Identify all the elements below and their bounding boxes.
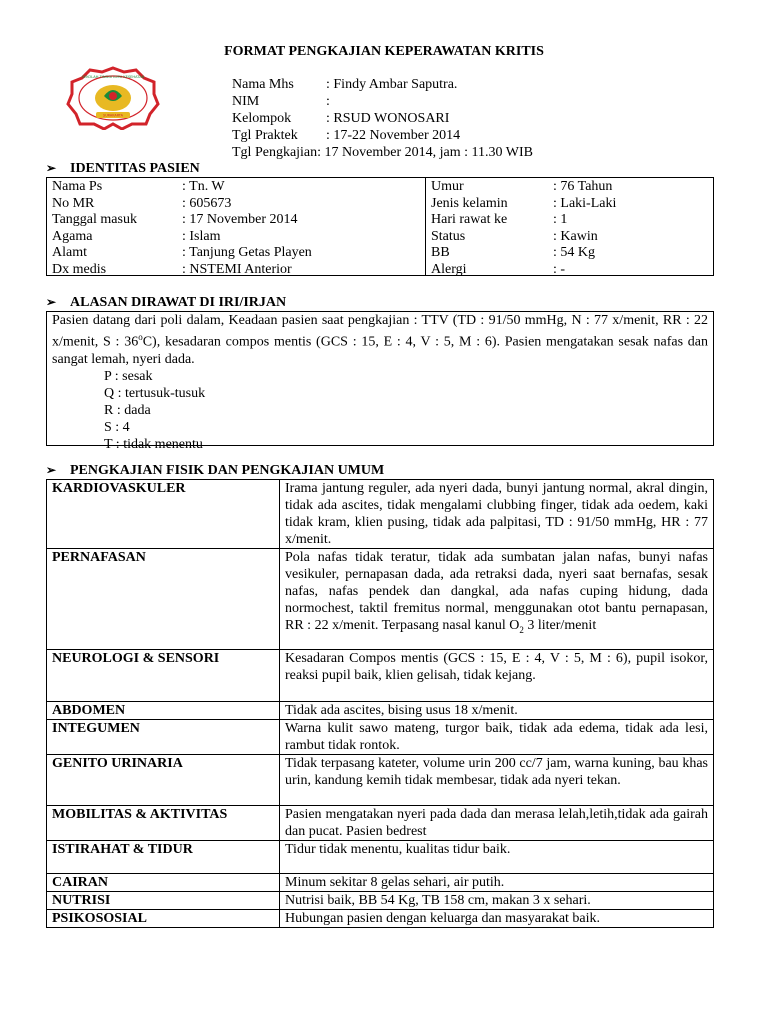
info-label: Tgl Praktek	[232, 128, 298, 143]
category-cell: NUTRISI	[47, 892, 280, 910]
alasan-text: Pasien datang dari poli dalam, Keadaan pasien saat pengkajian : TTV (TD : 91/50 mmHg, N : 77 x/menit, RR : 22 x/menit, S : 36	[52, 313, 708, 350]
identitas-right-labels	[431, 178, 508, 275]
field-label: Alamt	[52, 245, 87, 260]
field-value: : Laki-Laki	[553, 195, 617, 211]
arrow-bullet-icon: ➢	[46, 161, 57, 175]
pqrst-item: S : 4	[104, 419, 130, 435]
alasan-box	[46, 311, 714, 452]
description-cell: Warna kulit sawo mateng, turgor baik, tidak ada edema, tidak ada lesi, rambut tidak rontok.	[280, 720, 714, 755]
field-label: Umur	[431, 179, 464, 194]
field-label: Dx medis	[52, 261, 107, 277]
pqrst-item: T : tidak menentu	[104, 436, 203, 452]
info-value: : 17-22 November 2014	[326, 128, 461, 143]
section-heading: PENGKAJIAN FISIK DAN PENGKAJIAN UMUM	[70, 463, 385, 478]
description-cell: Tidak ada ascites, bising usus 18 x/menit.	[280, 702, 714, 720]
description-cell: Irama jantung reguler, ada nyeri dada, bunyi jantung normal, akral dingin, tidak ada ascites, tidak mengalami clubbing finger, tidak ada oedem, kaki tidak kram, klien pusing, tidak ada palpitasi, TD : 91/50 mmHg, HR : 77 x/menit.	[280, 480, 714, 549]
field-label: Tanggal masuk	[52, 212, 137, 227]
field-value: : 76 Tahun	[553, 179, 613, 194]
field-value: : -	[553, 261, 566, 277]
section-fisik	[46, 462, 384, 479]
category-cell: CAIRAN	[47, 874, 280, 892]
table-row	[47, 910, 714, 928]
description-text: Pola nafas tidak teratur, tidak ada sumbatan jalan nafas, bunyi nafas vesikuler, pernapasan dada, ada retraksi dada, nyeri saat bernafas, sesak nafas, nafas pendek dan dangkal, ada nafas cuping hidung, dada normochest, taktil fremitus normal, menggunakan otot bantu pernapasan, RR : 22 x/menit. Terpasang nasal kanul O	[285, 550, 708, 633]
category-cell: ABDOMEN	[47, 702, 280, 720]
description-cell: Minum sekitar 8 gelas sehari, air putih.	[280, 874, 714, 892]
field-value: : 54 Kg	[553, 245, 595, 260]
field-value: : 1	[553, 212, 568, 227]
info-value: :	[326, 94, 330, 109]
category-cell: PERNAFASAN	[47, 549, 280, 650]
table-row	[47, 874, 714, 892]
identitas-right-values	[553, 178, 616, 275]
page-title: FORMAT PENGKAJIAN KEPERAWATAN KRITIS	[224, 44, 544, 59]
info-label: NIM	[232, 94, 260, 109]
description-cell: Hubungan pasien dengan keluarga dan masyarakat baik.	[280, 910, 714, 928]
field-value: : Islam	[182, 228, 221, 244]
description-cell: Kesadaran Compos mentis (GCS : 15, E : 4, V : 5, M : 6), pupil isokor, reaksi pupil baik, klien gelisah, tidak kejang.	[280, 650, 714, 702]
field-label: Jenis kelamin	[431, 195, 508, 211]
category-cell: MOBILITAS & AKTIVITAS	[47, 806, 280, 841]
table-divider	[425, 178, 426, 275]
field-label: Status	[431, 228, 466, 244]
field-value: : NSTEMI Anterior	[182, 261, 292, 277]
identitas-left-labels	[52, 178, 137, 275]
info-label: Kelompok	[232, 111, 292, 126]
category-cell: KARDIOVASKULER	[47, 480, 280, 549]
svg-text:SURAKARTA: SURAKARTA	[103, 113, 123, 118]
table-row	[47, 841, 714, 874]
description-tail: 3 liter/menit	[527, 618, 597, 633]
degree-sup: o	[138, 332, 143, 342]
field-label: Nama Ps	[52, 179, 103, 194]
field-value: : 17 November 2014	[182, 212, 298, 227]
category-cell: INTEGUMEN	[47, 720, 280, 755]
table-row	[47, 650, 714, 702]
field-value: : Tanjung Getas Playen	[182, 245, 312, 260]
info-value: : RSUD WONOSARI	[326, 111, 450, 126]
field-label: BB	[431, 245, 450, 260]
field-value: : Tn. W	[182, 179, 225, 194]
table-row	[47, 806, 714, 841]
field-value: : 605673	[182, 195, 232, 211]
field-value: : Kawin	[553, 228, 598, 244]
pqrst-item: R : dada	[104, 402, 151, 418]
alasan-paragraph	[52, 312, 708, 368]
institution-logo	[66, 66, 160, 130]
info-value: : Findy Ambar Saputra.	[326, 77, 458, 92]
table-row	[47, 549, 714, 650]
category-cell: PSIKOSOSIAL	[47, 910, 280, 928]
fisik-table	[46, 479, 714, 928]
section-heading: ALASAN DIRAWAT DI IRI/IRJAN	[70, 295, 287, 310]
identitas-table	[46, 177, 714, 276]
table-row	[47, 702, 714, 720]
student-info	[232, 76, 533, 161]
section-identitas	[46, 160, 200, 177]
category-cell: ISTIRAHAT & TIDUR	[47, 841, 280, 874]
description-cell	[280, 549, 714, 650]
section-alasan	[46, 294, 286, 311]
field-label: Alergi	[431, 261, 467, 277]
description-cell: Nutrisi baik, BB 54 Kg, TB 158 cm, makan 3 x sehari.	[280, 892, 714, 910]
category-cell: NEUROLOGI & SENSORI	[47, 650, 280, 702]
field-label: Agama	[52, 228, 93, 244]
description-cell: Pasien mengatakan nyeri pada dada dan merasa lelah,letih,tidak ada gairah dan pucat. Pasien bedrest	[280, 806, 714, 841]
table-row	[47, 720, 714, 755]
description-cell: Tidak terpasang kateter, volume urin 200 cc/7 jam, warna kuning, bau khas urin, kandung kemih tidak membesar, tidak ada nyeri tekan.	[280, 755, 714, 806]
arrow-bullet-icon: ➢	[46, 295, 57, 309]
pqrst-item: P : sesak	[104, 368, 153, 384]
section-heading: IDENTITAS PASIEN	[70, 161, 200, 176]
alasan-text-cont: C), kesadaran compos mentis (GCS : 15, E : 4, V : 5, M : 6). Pasien mengatakan sesak nafas dan sangat lemah, nyeri dada.	[52, 334, 708, 367]
table-row	[47, 480, 714, 549]
field-label: No MR	[52, 195, 95, 211]
svg-text:SEKOLAH TINGGI ILMU KESEHATAN: SEKOLAH TINGGI ILMU KESEHATAN	[81, 75, 145, 79]
subscript: 2	[519, 624, 524, 635]
field-label: Hari rawat ke	[431, 212, 508, 227]
pqrst-item: Q : tertusuk-tusuk	[104, 385, 206, 401]
pqrst-list	[52, 368, 708, 453]
info-label: Nama Mhs	[232, 77, 294, 92]
description-cell: Tidur tidak menentu, kualitas tidur baik.	[280, 841, 714, 874]
tgl-pengkajian: Tgl Pengkajian: 17 November 2014, jam : 11.30 WIB	[232, 145, 533, 160]
table-row	[47, 755, 714, 806]
identitas-left-values	[182, 178, 312, 275]
arrow-bullet-icon: ➢	[46, 463, 57, 477]
category-cell: GENITO URINARIA	[47, 755, 280, 806]
table-row	[47, 892, 714, 910]
